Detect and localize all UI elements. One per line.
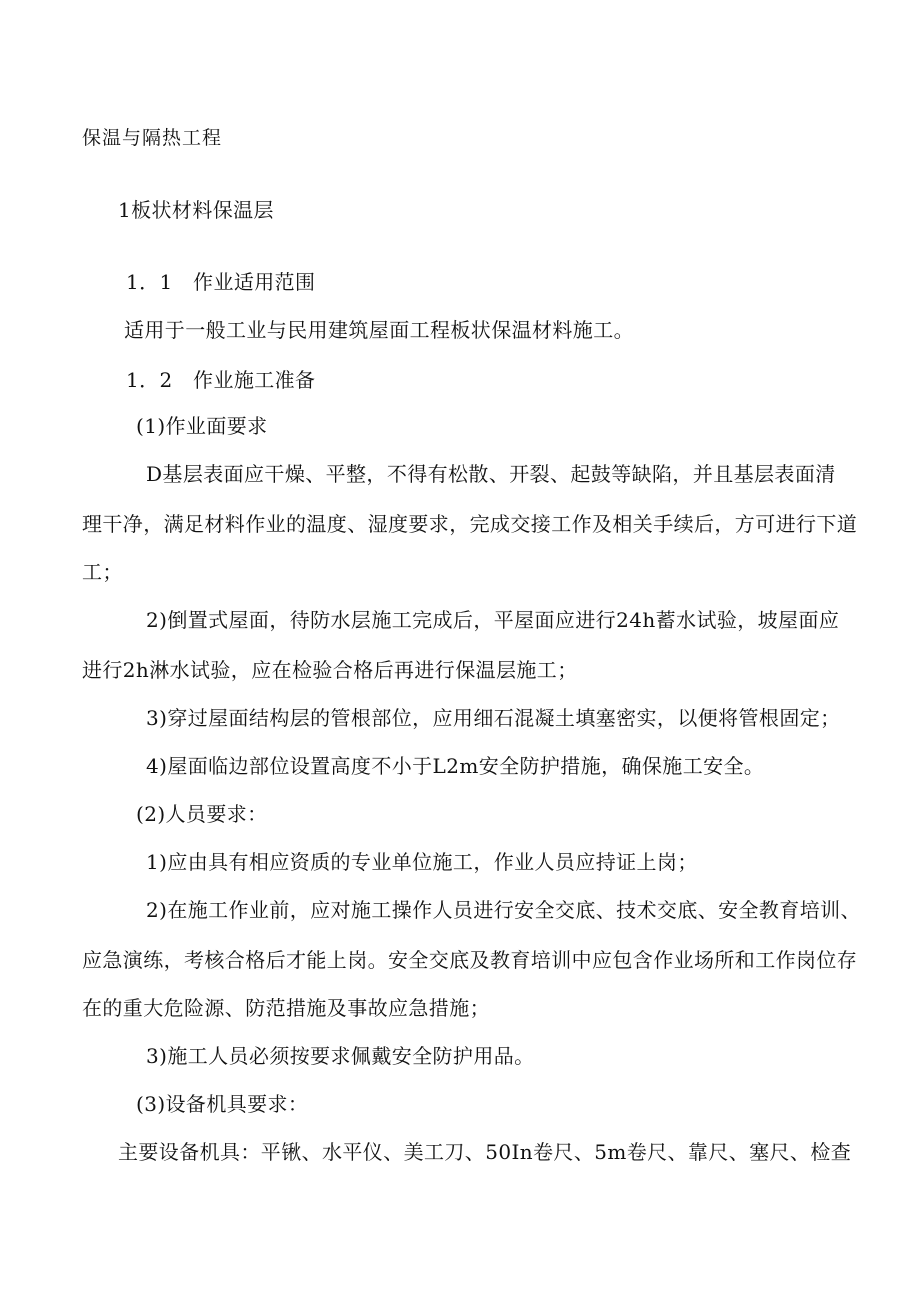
paragraph-line: 3)施工人员必须按要求佩戴安全防护用品。: [146, 1044, 535, 1068]
subsection-heading-1-1: 1．1 作业适用范围: [126, 270, 316, 294]
paragraph-line: 2)在施工作业前，应对施工操作人员进行安全交底、技术交底、安全教育培训、: [146, 898, 861, 922]
paragraph-scope: 适用于一般工业与民用建筑屋面工程板状保温材料施工。: [124, 318, 634, 342]
paragraph-line: 理干净，满足材料作业的温度、湿度要求，完成交接工作及相关手续后，方可进行下道: [82, 512, 858, 536]
paragraph-line: 3)穿过屋面结构层的管根部位，应用细石混凝土填塞密实，以便将管根固定；: [146, 706, 841, 730]
paragraph-line: 主要设备机具：平锹、水平仪、美工刀、50In卷尺、5m卷尺、靠尺、塞尺、检查: [118, 1140, 852, 1164]
section-heading-1: 1板状材料保温层: [118, 198, 274, 222]
item-heading-work-surface: (1)作业面要求: [136, 414, 268, 438]
paragraph-line: 工；: [82, 560, 123, 584]
paragraph-line: 2)倒置式屋面，待防水层施工完成后，平屋面应进行24h蓄水试验，坡屋面应: [146, 608, 840, 632]
paragraph-line: D基层表面应干燥、平整，不得有松散、开裂、起鼓等缺陷，并且基层表面清: [146, 462, 836, 486]
paragraph-line: 4)屋面临边部位设置高度不小于L2m安全防护措施，确保施工安全。: [146, 754, 765, 778]
paragraph-line: 在的重大危险源、防范措施及事故应急措施；: [82, 996, 490, 1020]
subsection-heading-1-2: 1．2 作业施工准备: [126, 368, 316, 392]
paragraph-line: 进行2h淋水试验，应在检验合格后再进行保温层施工；: [82, 658, 578, 682]
item-heading-personnel: (2)人员要求：: [136, 802, 268, 826]
item-heading-equipment: (3)设备机具要求：: [136, 1092, 309, 1116]
paragraph-line: 应急演练，考核合格后才能上岗。安全交底及教育培训中应包含作业场所和工作岗位存: [82, 948, 858, 972]
paragraph-line: 1)应由具有相应资质的专业单位施工，作业人员应持证上岗；: [146, 850, 698, 874]
document-title: 保温与隔热工程: [82, 127, 223, 149]
